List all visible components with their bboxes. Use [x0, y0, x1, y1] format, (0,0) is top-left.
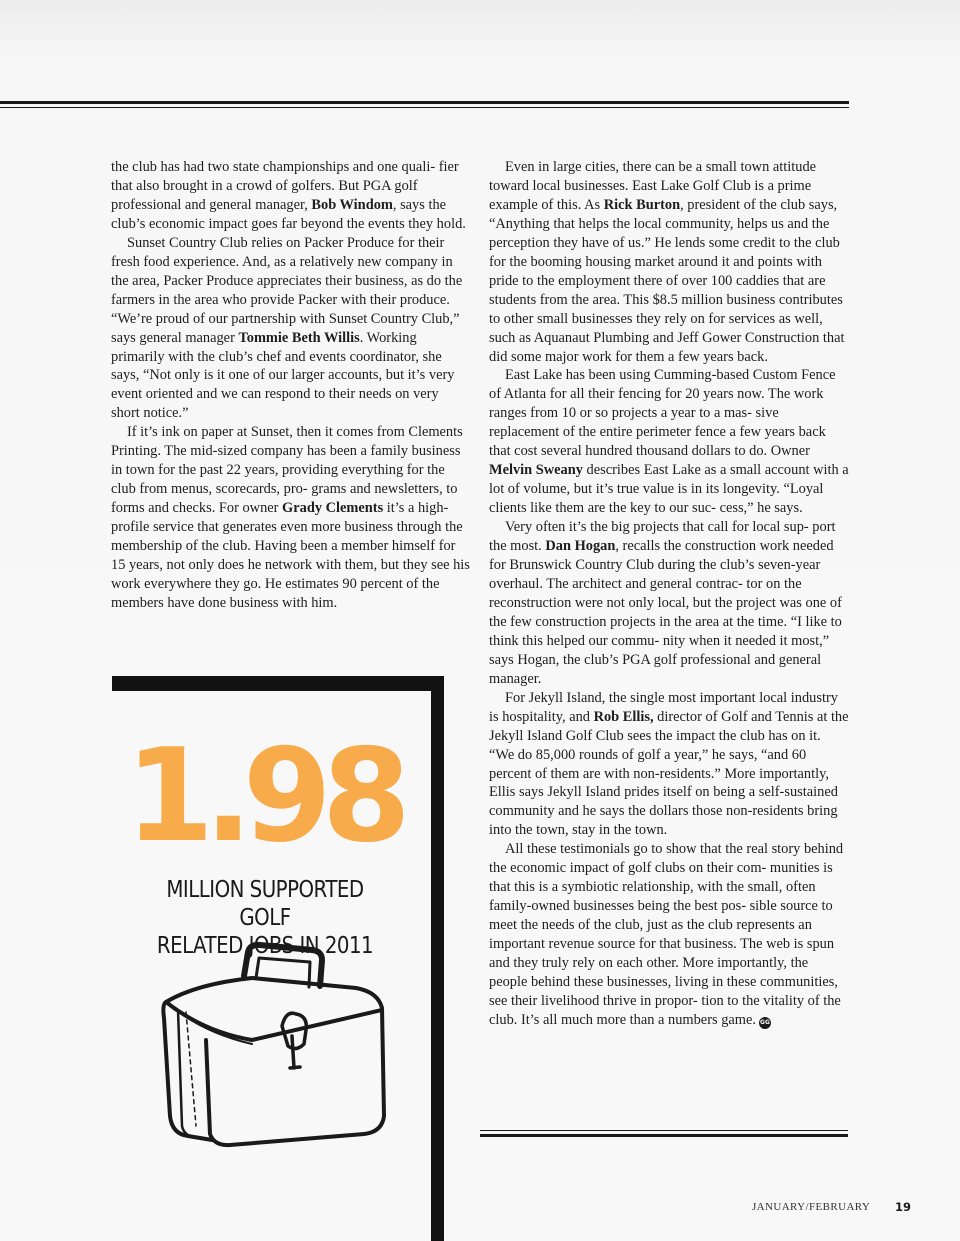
article-column-right [489, 158, 849, 1030]
person-name: Bob Windom [311, 196, 393, 213]
person-name: Rob Ellis, [593, 708, 654, 725]
sidebar-frame-top [112, 676, 444, 691]
paragraph: If it’s ink on paper at Sunset, then it comes from Clements Printing. The mid-sized company has been a family business in town for the past 22 years, providing everything for the club from menus, scorecards, pro- grams and newsletters, to forms and checks. For owner Grady Clements it’s a high-profile service that generates even more business through the membership of the club. Having been a member himself for 15 years, not only does he network with them, but they see his work everywhere they go. He estimates 90 percent of the members have done business with him. [111, 424, 470, 611]
person-name: Rick Burton [603, 196, 681, 213]
stat-caption-line: RELATED JOBS IN 2011 [156, 933, 374, 959]
briefcase-icon [156, 940, 390, 1150]
person-name: Tommie Beth Willis [238, 329, 360, 346]
person-name: Melvin Sweany [489, 462, 583, 479]
sidebar-frame-side [431, 676, 444, 1241]
article-column-left [111, 158, 471, 613]
issue-label: JANUARY/FEBRUARY [752, 1201, 871, 1213]
paragraph: East Lake has been using Cumming-based Custom Fence of Atlanta for all their fencing for 20 years now. The work ranges from 10 or so projects a year to a mas- sive replacement of the entire perimeter fence a few years back that cost several hundred thousand dollars to do. Owner Melvin Sweany describes East Lake as a small account with a lot of volume, but it’s true value is in its longevity. “Loyal clients like them are the key to our suc- cess,” he says. [489, 367, 849, 517]
bottom-rule-thick [480, 1134, 848, 1137]
paragraph: Very often it’s the big projects that call for local sup- port the most. Dan Hogan, recalls the construction work needed for Brunswick Country Club during the club’s seven-year overhaul. The architect and general contrac- tor on the reconstruction were not only local, but the project was one of the few construction projects in the area at the time. “I like to think this helped our commu- nity when it needed it most,” says Hogan, the club’s PGA golf professional and general manager. [489, 519, 842, 687]
paragraph: the club has had two state championships and one quali- fier that also brought in a crowd of golfers. But PGA golf professional and general manager, Bob Windom, says the club’s economic impact goes far beyond the events they hold. [111, 159, 466, 232]
bottom-rule-thin [480, 1130, 848, 1131]
stat-caption-line: MILLION SUPPORTED GOLF [166, 877, 364, 931]
paragraph: Even in large cities, there can be a small town attitude toward local businesses. East Lake Golf Club is a prime example of this. As Rick Burton, president of the club says, “Anything that helps the local community, helps us and the perception they have of us.” He lends some credit to the club for the booming housing market around it and points with pride to the employment there of over 100 caddies that are students from the area. This $8.5 million business contributes to other small businesses they rely on for services as well, such as Aquanaut Plumbing and Jeff Gower Construction that did some major work for them a few years back. [489, 159, 845, 365]
paragraph: Sunset Country Club relies on Packer Produce for their fresh food experience. And, as a relatively new company in the area, Packer Produce appreciates their business, as do the farmers in the area who provide Packer with their produce. “We’re proud of our partnership with Sunset Country Club,” says general manager Tommie Beth Willis. Working primarily with the club’s chef and events coordinator, she says, “Not only is it one of our larger accounts, but it’s very event oriented and we can respond to their needs on very short notice.” [111, 234, 463, 422]
top-rule-thin [0, 107, 849, 108]
paragraph: For Jekyll Island, the single most important local industry is hospitality, and Rob Ellis, director of Golf and Tennis at the Jekyll Island Golf Club sees the impact the club has on it. “We do 85,000 rounds of golf a year,” he says, “and 60 percent of them are with non-residents.” More importantly, Ellis says Jekyll Island prides itself on being a self-sustained community and he says the dollars those non-residents bring into the town, stay in the town. [489, 689, 849, 839]
stat-number: 1.98 [125, 722, 401, 871]
person-name: Dan Hogan [545, 538, 616, 555]
paragraph: All these testimonials go to show that the real story behind the economic impact of golf clubs on their com- munities is that this is a symbiotic relationship, with the small, often family-owned businesses being the best pos- sible source to meet the needs of the club, just as the club represents an important revenue source for that business. The web is spun and they truly rely on each other. More importantly, the people behind these businesses, living in these communities, see their livelihood thrive in propor- tion to the vitality of the club. It’s all much more than a numbers game. GG [489, 841, 844, 1028]
page-number: 19 [895, 1200, 912, 1214]
end-mark-icon: GG [759, 1017, 771, 1029]
person-name: Grady Clements [282, 500, 384, 517]
top-rule-thick [0, 101, 849, 104]
